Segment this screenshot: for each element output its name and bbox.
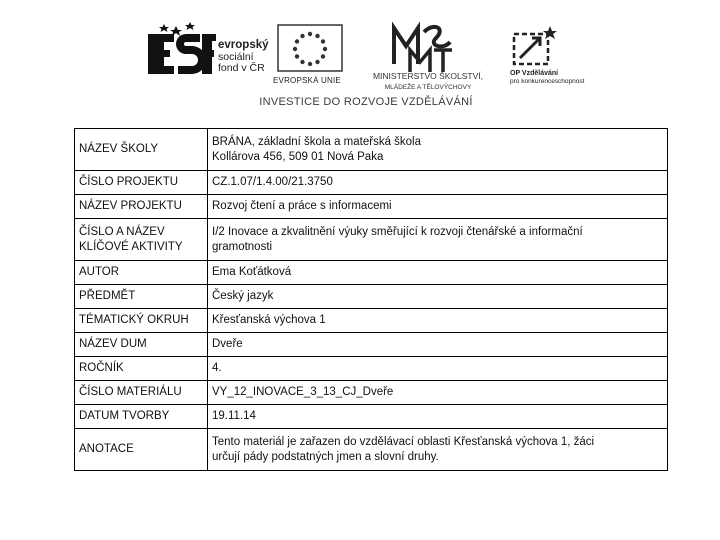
table-row [75, 333, 668, 357]
esf-line-2: sociální [218, 50, 254, 63]
op-logo-icon [510, 24, 558, 68]
row-label: ČÍSLO MATERIÁLU [75, 381, 208, 405]
logo-bar [140, 14, 585, 112]
table-row [75, 285, 668, 309]
table-row [75, 195, 668, 219]
row-value: CZ.1.07/1.4.00/21.3750 [208, 171, 668, 195]
row-label: NÁZEV DUM [75, 333, 208, 357]
row-value: Tento materiál je zařazen do vzdělávací oblasti Křesťanská výchova 1, žáci určují pády podstatných jmen a slovní druhy. [208, 429, 668, 471]
project-info-table [74, 128, 668, 471]
table-row [75, 171, 668, 195]
row-label: PŘEDMĚT [75, 285, 208, 309]
row-label: NÁZEV ŠKOLY [75, 129, 208, 171]
row-label: ROČNÍK [75, 357, 208, 381]
table-row [75, 219, 668, 261]
op-line-2: pro konkurenceschopnost [510, 77, 585, 85]
row-value: BRÁNA, základní škola a mateřská škola Kollárova 456, 509 01 Nová Paka [208, 129, 668, 171]
row-label: ANOTACE [75, 429, 208, 471]
table-row [75, 129, 668, 171]
row-value: VY_12_INOVACE_3_13_CJ_Dveře [208, 381, 668, 405]
esf-line-1: evropský [218, 39, 269, 51]
table-row [75, 357, 668, 381]
op-line-1: OP Vzdělávání [510, 70, 559, 77]
table-row [75, 381, 668, 405]
row-label: TÉMATICKÝ OKRUH [75, 309, 208, 333]
row-value: Rozvoj čtení a práce s informacemi [208, 195, 668, 219]
row-label: ČÍSLO PROJEKTU [75, 171, 208, 195]
eu-flag-icon [277, 24, 343, 72]
esf-logo-text [218, 40, 269, 75]
row-value: 4. [208, 357, 668, 381]
row-label: ČÍSLO A NÁZEV KLÍČOVÉ AKTIVITY [75, 219, 208, 261]
row-value: Český jazyk [208, 285, 668, 309]
msmt-line-1: MINISTERSTVO ŠKOLSTVÍ, [372, 71, 484, 81]
eu-logo-text: EVROPSKÁ UNIE [273, 76, 341, 85]
row-value: Ema Koťátková [208, 261, 668, 285]
msmt-logo-text [358, 72, 498, 92]
table-row [75, 261, 668, 285]
row-label: AUTOR [75, 261, 208, 285]
row-value: Dveře [208, 333, 668, 357]
table-row [75, 309, 668, 333]
msmt-line-2: MLÁDEŽE A TĚLOVÝCHOVY [384, 83, 472, 91]
table-row [75, 405, 668, 429]
row-value: 19.11.14 [208, 405, 668, 429]
row-label: DATUM TVORBY [75, 405, 208, 429]
table-row [75, 429, 668, 471]
row-label: NÁZEV PROJEKTU [75, 195, 208, 219]
op-logo-text [510, 70, 590, 85]
esf-logo-icon [146, 20, 216, 80]
row-value: Křesťanská výchova 1 [208, 309, 668, 333]
investice-tagline: INVESTICE DO ROZVOJE VZDĚLÁVÁNÍ [259, 96, 473, 108]
row-value: I/2 Inovace a zkvalitnění výuky směřující k rozvoji čtenářské a informační gramotnosti [208, 219, 668, 261]
esf-line-3: fond v ČR [218, 62, 265, 74]
